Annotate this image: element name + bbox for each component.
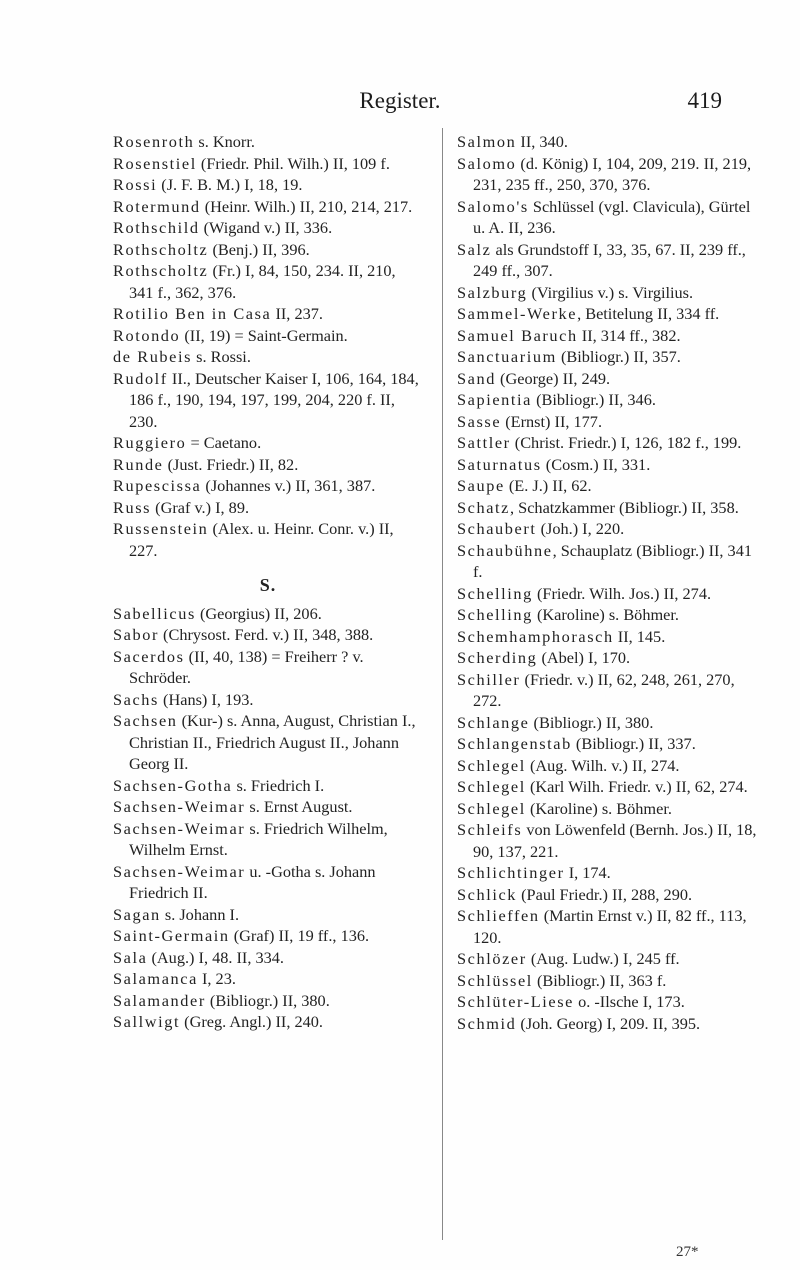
index-entry [113,303,423,325]
entry-name: Russenstein [113,519,209,538]
entry-references: (Bibliogr.) II, 346. [532,390,656,409]
left-column [113,131,423,1033]
page-title: Register. [359,88,441,113]
index-entry [457,411,760,433]
index-entry [457,991,760,1013]
index-entry [113,1011,423,1033]
entry-name: Salomo's [457,196,529,216]
entry-references: (Johannes v.) II, 361, 387. [201,476,376,495]
index-entry [113,518,423,561]
index-entry [113,947,423,969]
entry-name: Schlüssel [457,970,533,990]
entry-name: Salmon [457,132,517,151]
entry-name: Saupe [457,476,505,495]
entry-references: (Ernst) II, 177. [501,411,603,431]
entry-name: Schlange [457,712,530,732]
entry-references: (Karl Wilh. Friedr. v.) II, 62, 274. [525,777,748,796]
entry-references: (Friedr. Phil. Wilh.) II, 109 f. [196,153,390,173]
entry-name: Schlüter-Liese [457,992,575,1011]
entry-references: (Benj.) II, 396. [208,239,310,259]
entry-name: Schleifs [457,820,523,839]
entry-name: Sacerdos [113,646,185,666]
index-entry [457,755,760,777]
entry-name: Schiller [457,669,521,689]
entry-references: , Betitelung II, 334 ff. [577,304,720,323]
index-entry [457,905,760,948]
entry-references: (Martin Ernst v.) II, 82 ff., 113, 120. [473,906,747,947]
entry-name: Ruggiero [113,433,187,452]
entry-references: (Bibliogr.) II, 380. [529,712,654,732]
entry-name: Sala [113,947,148,967]
index-entry [113,260,423,303]
index-entry [457,282,760,304]
entry-name: Saturnatus [457,454,542,474]
entry-name: Rotermund [113,196,201,216]
entry-name: Sachsen-Weimar [113,797,246,816]
entry-name: Sachsen-Weimar [113,861,246,881]
index-entry [457,798,760,820]
index-entry [457,389,760,411]
entry-references: von Löwenfeld (Bernh. Jos.) II, 18, 90, 137, 221. [473,820,757,861]
entry-name: Sachsen-Gotha [113,775,233,795]
entry-name: Schaubühne [457,540,553,560]
index-entry [113,346,423,368]
index-entry [113,624,423,646]
entry-references: (Aug. Ludw.) I, 245 ff. [526,949,680,968]
index-entry [457,712,760,734]
entry-name: Sanctuarium [457,347,557,366]
entry-references: s. Ernst August. [245,797,353,816]
index-entry [113,497,423,519]
index-entry [457,475,760,497]
entry-name: Rosenroth [113,132,195,151]
entry-name: Schelling [457,605,533,624]
entry-references: (Fr.) I, 84, 150, 234. II, 210, 341 f., 362, 376. [129,261,396,302]
entry-name: Runde [113,454,164,474]
index-entry [457,776,760,798]
entry-references: II, 145. [613,626,666,646]
index-entry [113,131,423,153]
entry-name: Rosenstiel [113,153,197,173]
entry-references: (Kur-) s. Anna, August, Christian I., Christian II., Friedrich August II., Johann Georg II. [129,711,416,773]
entry-references: (Friedr. Wilh. Jos.) II, 274. [532,583,712,603]
entry-name: Schlegel [457,755,526,775]
entry-name: Salz [457,239,492,259]
column-divider [442,128,443,1240]
index-entry [113,325,423,347]
index-entry [113,925,423,947]
entry-references: (Graf) II, 19 ff., 136. [229,926,370,945]
index-entry [113,475,423,497]
entry-name: Rossi [113,175,158,194]
entry-references: (Bibliogr.) II, 337. [571,734,696,753]
index-entry [457,432,760,454]
index-entry [457,647,760,669]
index-entry [457,196,760,239]
entry-name: Sasse [457,411,502,431]
entry-references: (Bibliogr.) II, 363 f. [532,970,667,990]
entry-name: Sammel-Werke [457,304,578,323]
entry-references: = Caetano. [186,433,262,452]
entry-references: (Karoline) s. Böhmer. [532,605,679,624]
entry-name: Saint-Germain [113,926,230,945]
entry-name: Rothscholtz [113,239,209,259]
entry-name: Sapientia [457,390,532,409]
entry-name: Sabellicus [113,603,196,623]
index-entry [457,153,760,196]
entry-references: (Alex. u. Heinr. Conr. v.) II, 227. [129,519,394,560]
sheet-signature: 27* [676,1244,699,1260]
entry-name: Schlichtinger [457,863,565,882]
entry-name: Schelling [457,583,533,603]
index-entry [113,432,423,454]
entry-name: Schatz [457,497,510,517]
entry-references: o. -Ilsche I, 173. [574,992,685,1011]
entry-references: (Joh.) I, 220. [536,519,625,538]
entry-references: (Greg. Angl.) II, 240. [180,1012,323,1031]
entry-name: Scherding [457,648,538,667]
entry-name: Sabor [113,625,159,644]
index-entry [113,904,423,926]
right-column [457,131,760,1034]
index-entry [457,131,760,153]
index-entry [457,884,760,906]
index-entry [113,861,423,904]
entry-name: Schlangenstab [457,734,572,753]
index-entry [113,710,423,775]
entry-references: (Abel) I, 170. [537,648,631,667]
entry-references: (George) II, 249. [495,368,611,388]
entry-references: I, 174. [564,863,611,882]
index-entry [457,540,760,583]
entry-references: (Hans) I, 193. [158,689,254,709]
entry-name: Sallwigt [113,1012,181,1031]
entry-references: s. Knorr. [194,132,255,151]
entry-name: Schlegel [457,798,526,818]
entry-name: Salamanca [113,969,198,988]
entry-references: (Karoline) s. Böhmer. [525,798,672,818]
index-entry [113,818,423,861]
index-entry [113,689,423,711]
entry-references: s. Friedrich I. [232,775,325,795]
entry-name: Schlegel [457,777,526,796]
entry-name: Salamander [113,990,206,1010]
entry-name: Schlieffen [457,906,540,925]
index-entry [113,775,423,797]
entry-references: (Aug.) I, 48. II, 334. [147,947,284,967]
entry-references: (Georgius) II, 206. [195,603,322,623]
entry-references: (Cosm.) II, 331. [541,454,651,474]
entry-name: Schmid [457,1013,517,1033]
index-entry [457,733,760,755]
entry-name: Salomo [457,153,517,173]
entry-references: (Bibliogr.) II, 380. [205,990,330,1010]
index-entry [457,583,760,605]
entry-references: (Chrysost. Ferd. v.) II, 348, 388. [158,625,374,644]
entry-name: Sachs [113,689,159,709]
entry-references: , Schatzkammer (Bibliogr.) II, 358. [510,497,739,517]
entry-references: (II, 40, 138) = Freiherr ? v. Schröder. [129,646,364,687]
index-entry [113,368,423,433]
entry-name: Rotondo [113,325,181,345]
index-entry [457,346,760,368]
entry-references: II, 314 ff., 382. [577,325,681,345]
entry-references: (E. J.) II, 62. [504,476,592,495]
index-entry [113,796,423,818]
entry-name: Rothscholtz [113,261,209,280]
index-entry [113,174,423,196]
entry-name: Sand [457,368,496,388]
entry-references: Schlüssel (vgl. Clavicula), Gürtel u. A. II, 236. [473,196,751,237]
entry-name: Rupescissa [113,476,202,495]
index-entry [113,454,423,476]
entry-references: (Aug. Wilh. v.) II, 274. [525,755,680,775]
entry-references: (Joh. Georg) I, 209. II, 395. [516,1013,701,1033]
index-entry [457,604,760,626]
entry-references: (Paul Friedr.) II, 288, 290. [517,884,693,904]
entry-name: Sagan [113,904,161,924]
entry-references: (II, 19) = Saint-Germain. [180,325,348,345]
entry-references: (Graf v.) I, 89. [151,497,250,517]
entry-name: Samuel Baruch [457,325,578,345]
index-entry [457,325,760,347]
entry-references: als Grundstoff I, 33, 35, 67. II, 239 ff., 249 ff., 307. [473,239,746,280]
entry-name: Salzburg [457,282,528,302]
index-entry [457,368,760,390]
entry-name: Schlözer [457,949,527,968]
entry-references: (Friedr. v.) II, 62, 248, 261, 270, 272. [473,669,735,710]
index-entry [457,819,760,862]
index-entry [113,239,423,261]
index-entry [457,970,760,992]
entry-references: I, 23. [197,969,236,988]
index-entry [113,217,423,239]
index-entry [113,990,423,1012]
index-entry [457,669,760,712]
index-entry [113,603,423,625]
entry-references: (Bibliogr.) II, 357. [556,347,681,366]
index-entry [457,239,760,282]
index-entry [457,948,760,970]
entry-references: (d. König) I, 104, 209, 219. II, 219, 231, 235 ff., 250, 370, 376. [473,153,752,194]
entry-name: Schaubert [457,519,537,538]
index-entry [457,303,760,325]
entry-references: s. Johann I. [160,904,240,924]
entry-references: (Heinr. Wilh.) II, 210, 214, 217. [200,196,413,216]
index-entry [457,1013,760,1035]
entry-references: II., Deutscher Kaiser I, 106, 164, 184, 186 f., 190, 194, 197, 199, 204, 220 f. II, 230. [129,368,419,431]
entry-name: Russ [113,497,152,517]
entry-references: s. Rossi. [192,347,251,366]
index-entry [457,497,760,519]
entry-name: Rotilio Ben in Casa [113,304,272,323]
index-entry [457,518,760,540]
entry-references: (Wigand v.) II, 336. [199,218,333,237]
entry-references: (Just. Friedr.) II, 82. [163,454,299,474]
entry-references: u. -Gotha s. Johann Friedrich II. [129,861,376,902]
entry-name: de Rubeis [113,347,193,366]
entry-references: (Virgilius v.) s. Virgilius. [527,282,694,302]
entry-name: Sattler [457,433,511,452]
index-entry [457,454,760,476]
entry-references: II, 237. [271,304,323,323]
page-number: 419 [687,88,722,113]
entry-references: (J. F. B. M.) I, 18, 19. [157,175,303,194]
index-entry [457,626,760,648]
entry-name: Schemhamphorasch [457,626,614,646]
section-letter: S. [259,575,277,595]
entry-references: (Christ. Friedr.) I, 126, 182 f., 199. [510,433,742,452]
index-entry [113,646,423,689]
entry-name: Rudolf [113,368,168,388]
index-entry [113,968,423,990]
index-entry [113,196,423,218]
index-entry [113,153,423,175]
entry-references: II, 340. [516,132,568,151]
entry-name: Schlick [457,884,518,904]
entry-name: Sachsen [113,711,178,730]
entry-references: , Schauplatz (Bibliogr.) II, 341 f. [473,540,752,581]
entry-name: Sachsen-Weimar [113,818,246,838]
entry-name: Rothschild [113,218,200,237]
entry-references: s. Friedrich Wilhelm, Wilhelm Ernst. [129,818,388,859]
index-entry [457,862,760,884]
